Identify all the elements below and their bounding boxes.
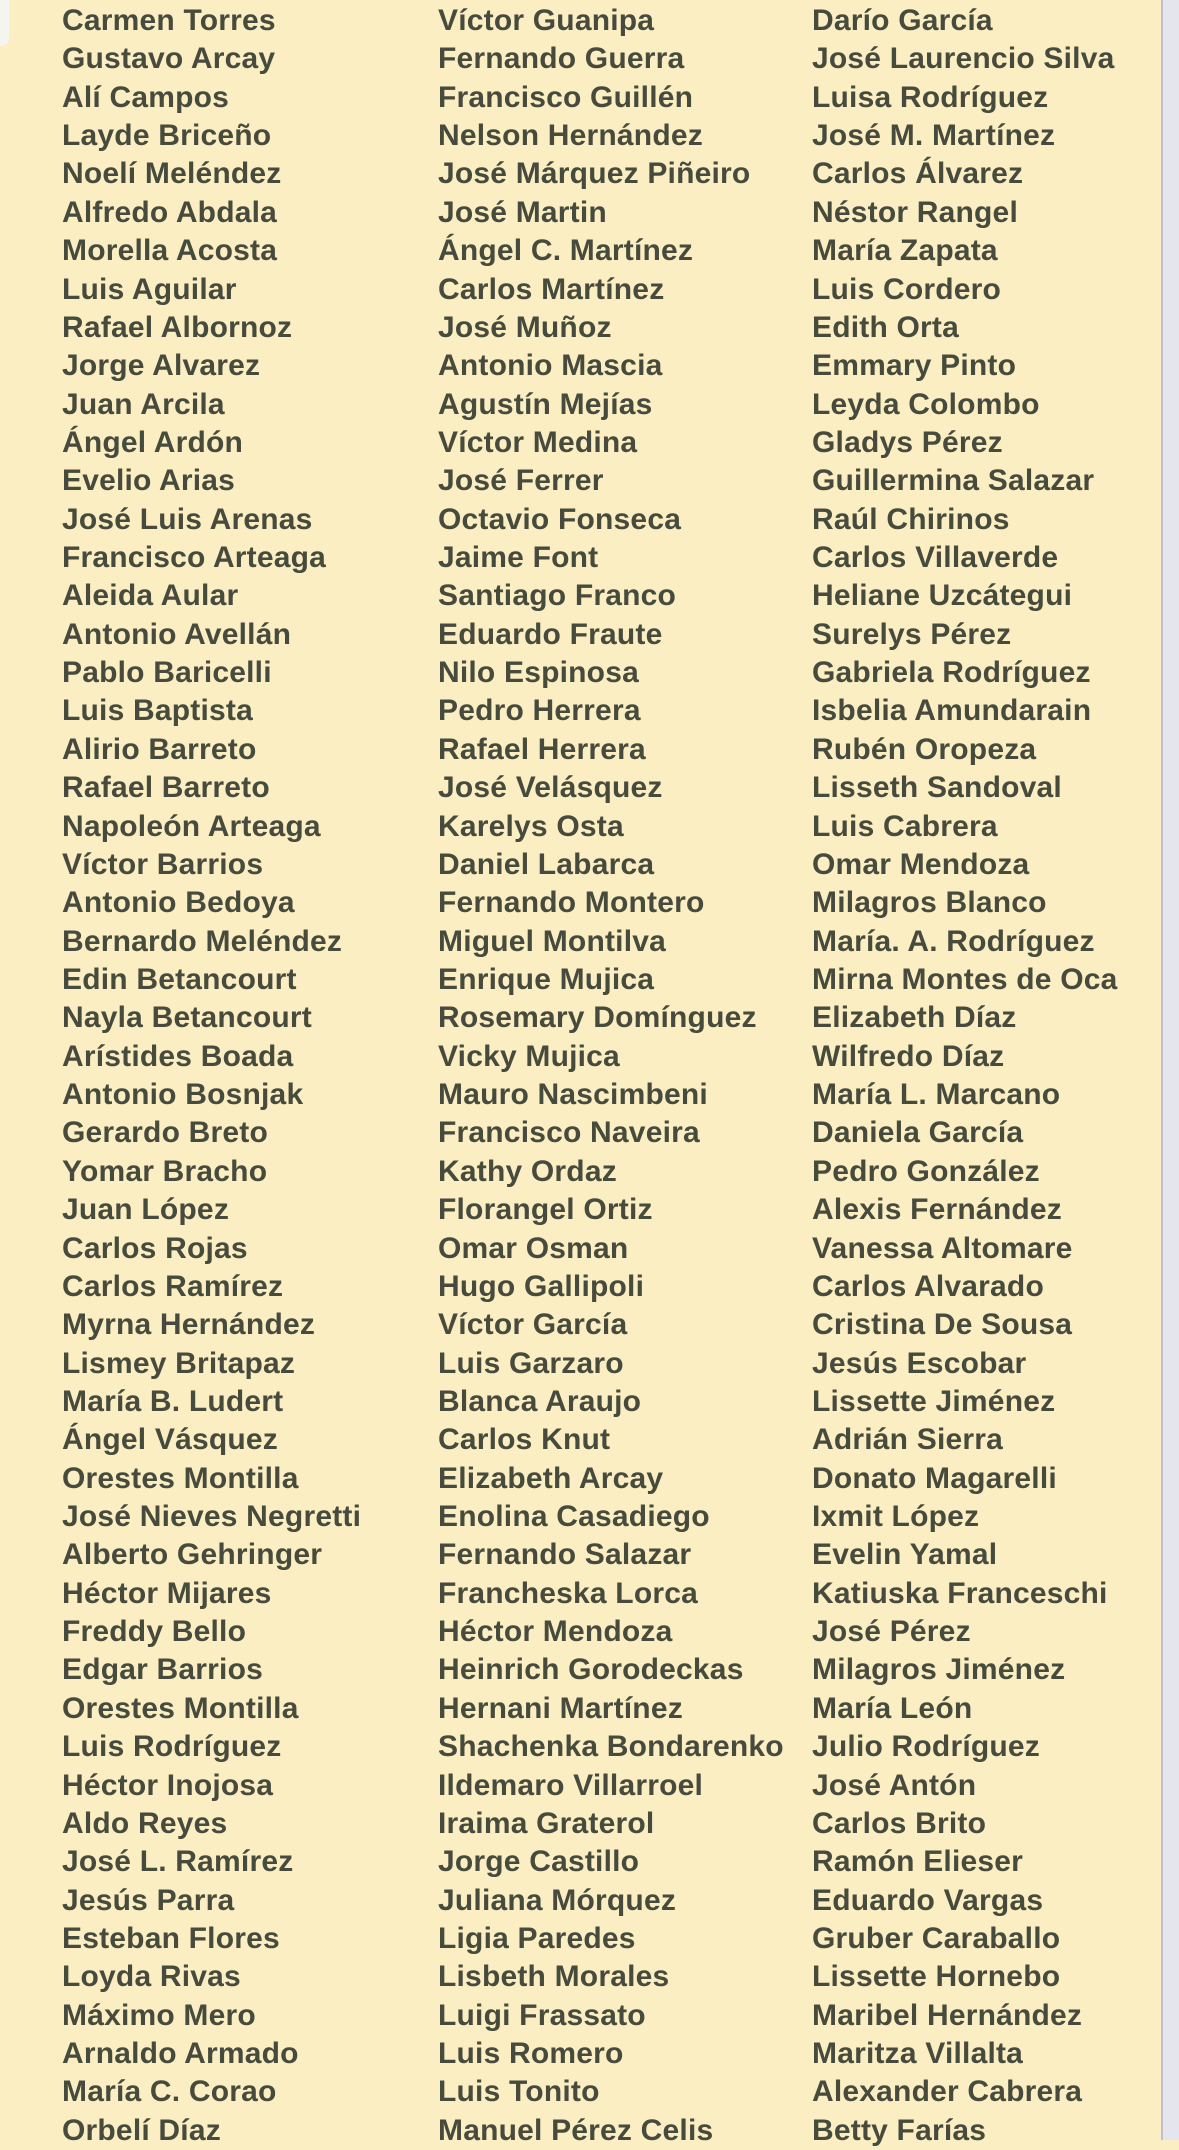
list-item: Julio Rodríguez (812, 1730, 1040, 1764)
list-item: Wilfredo Díaz (812, 1039, 1005, 1073)
list-item: Carlos Álvarez (812, 157, 1024, 191)
list-item: José Márquez Piñeiro (438, 157, 751, 191)
list-item: José L. Ramírez (62, 1845, 294, 1879)
list-item: Enolina Casadiego (438, 1500, 710, 1534)
list-item: Carmen Torres (62, 4, 276, 37)
list-item: Pedro Herrera (438, 694, 641, 728)
list-item: Leyda Colombo (812, 387, 1040, 421)
list-item: María C. Corao (62, 2075, 277, 2109)
list-item: Luis Romero (438, 2037, 624, 2071)
list-item: Katiuska Franceschi (812, 1576, 1108, 1610)
list-item: Pablo Baricelli (62, 656, 272, 690)
list-item: Karelys Osta (438, 809, 624, 843)
list-item: José Nieves Negretti (62, 1500, 362, 1534)
list-item: Luis Rodríguez (62, 1730, 282, 1764)
list-item: María León (812, 1691, 973, 1725)
list-item: Héctor Mendoza (438, 1615, 673, 1649)
list-item: Layde Briceño (62, 119, 272, 153)
list-item: Napoleón Arteaga (62, 809, 321, 843)
list-item: Jesús Escobar (812, 1346, 1027, 1380)
list-item: Eduardo Fraute (438, 617, 663, 651)
list-item: José Luis Arenas (62, 502, 313, 536)
list-item: Morella Acosta (62, 234, 278, 268)
list-item: Gabriela Rodríguez (812, 656, 1091, 690)
list-item: Víctor García (438, 1308, 628, 1342)
list-item: Víctor Medina (438, 425, 638, 459)
list-item: Rafael Barreto (62, 771, 270, 805)
list-item: Esteban Flores (62, 1921, 280, 1955)
list-item: Francisco Naveira (438, 1116, 700, 1150)
list-item: Ixmit López (812, 1500, 980, 1534)
list-item: Myrna Hernández (62, 1308, 316, 1342)
list-item: Luis Tonito (438, 2075, 600, 2109)
list-item: Luisa Rodríguez (812, 80, 1049, 114)
list-item: Carlos Brito (812, 1806, 987, 1840)
list-item: Octavio Fonseca (438, 502, 682, 536)
list-item: José Antón (812, 1768, 977, 1802)
list-item: Eduardo Vargas (812, 1883, 1044, 1917)
list-item: José Laurencio Silva (812, 42, 1115, 76)
list-item: Lissette Hornebo (812, 1960, 1061, 1994)
list-item: Loyda Rivas (62, 1960, 241, 1994)
list-item: Vanessa Altomare (812, 1231, 1073, 1265)
list-item: Milagros Blanco (812, 886, 1047, 920)
list-item: Orbelí Díaz (62, 2113, 221, 2147)
list-item: Evelin Yamal (812, 1538, 998, 1572)
list-item: Shachenka Bondarenko (438, 1730, 784, 1764)
list-item: José Velásquez (438, 771, 663, 805)
list-item: Carlos Ramírez (62, 1269, 284, 1303)
list-item: Daniel Labarca (438, 847, 655, 881)
list-item: Máximo Mero (62, 1998, 256, 2032)
list-item: Fernando Montero (438, 886, 705, 920)
list-item: Enrique Mujica (438, 962, 655, 996)
name-column-1 (62, 2, 361, 2150)
list-item: Emmary Pinto (812, 349, 1017, 383)
list-item: Rosemary Domínguez (438, 1001, 757, 1035)
list-item: Betty Farías (812, 2113, 987, 2147)
list-item: Elizabeth Arcay (438, 1461, 664, 1495)
list-item: Edgar Barrios (62, 1653, 263, 1687)
list-item: Fernando Salazar (438, 1538, 692, 1572)
list-item: Maribel Hernández (812, 1998, 1083, 2032)
list-item: Rafael Albornoz (62, 310, 293, 344)
list-item: Gruber Caraballo (812, 1921, 1061, 1955)
list-item: Francheska Lorca (438, 1576, 698, 1610)
list-item: José M. Martínez (812, 119, 1056, 153)
list-item: Mauro Nascimbeni (438, 1078, 708, 1112)
list-item: Daniela García (812, 1116, 1024, 1150)
list-item: Orestes Montilla (62, 1461, 299, 1495)
list-item: Lissette Jiménez (812, 1384, 1056, 1418)
list-item: Omar Osman (438, 1231, 629, 1265)
list-item: Víctor Barrios (62, 847, 264, 881)
list-item: Orestes Montilla (62, 1691, 299, 1725)
list-item: Lisseth Sandoval (812, 771, 1062, 805)
list-item: Francisco Guillén (438, 80, 694, 114)
list-item: Mirna Montes de Oca (812, 962, 1118, 996)
page-corner-notch (0, 0, 9, 46)
list-item: Heinrich Gorodeckas (438, 1653, 744, 1687)
list-item: Nayla Betancourt (62, 1001, 312, 1035)
list-item: Lismey Britapaz (62, 1346, 296, 1380)
list-item: Yomar Bracho (62, 1154, 268, 1188)
list-item: Antonio Avellán (62, 617, 292, 651)
list-item: Carlos Villaverde (812, 541, 1059, 575)
list-item: Maritza Villalta (812, 2037, 1024, 2071)
list-item: Alberto Gehringer (62, 1538, 323, 1572)
list-item: Carlos Martínez (438, 272, 665, 306)
list-item: Jorge Alvarez (62, 349, 261, 383)
list-item: Cristina De Sousa (812, 1308, 1073, 1342)
list-item: Adrián Sierra (812, 1423, 1004, 1457)
list-item: Surelys Pérez (812, 617, 1012, 651)
name-column-3 (812, 2, 1118, 2150)
name-column-2 (438, 2, 784, 2150)
list-item: Elizabeth Díaz (812, 1001, 1017, 1035)
list-item: Héctor Inojosa (62, 1768, 274, 1802)
list-item: Santiago Franco (438, 579, 677, 613)
list-item: Antonio Bedoya (62, 886, 295, 920)
list-item: Isbelia Amundarain (812, 694, 1092, 728)
list-item: Luis Aguilar (62, 272, 237, 306)
list-item: Hernani Martínez (438, 1691, 683, 1725)
list-item: Antonio Bosnjak (62, 1078, 304, 1112)
list-item: Edin Betancourt (62, 962, 297, 996)
list-item: Francisco Arteaga (62, 541, 327, 575)
list-item: María B. Ludert (62, 1384, 284, 1418)
list-item: Ramón Elieser (812, 1845, 1024, 1879)
list-item: Freddy Bello (62, 1615, 247, 1649)
list-item: Jaime Font (438, 541, 599, 575)
list-item: Kathy Ordaz (438, 1154, 617, 1188)
list-item: Jorge Castillo (438, 1845, 640, 1879)
list-item: Heliane Uzcátegui (812, 579, 1073, 613)
list-item: Antonio Mascia (438, 349, 663, 383)
list-item: Lisbeth Morales (438, 1960, 670, 1994)
list-item: Juan López (62, 1193, 230, 1227)
list-item: Pedro González (812, 1154, 1040, 1188)
list-item: Ligia Paredes (438, 1921, 636, 1955)
list-item: María Zapata (812, 234, 998, 268)
list-item: Ildemaro Villarroel (438, 1768, 704, 1802)
list-item: Jesús Parra (62, 1883, 235, 1917)
list-item: Carlos Knut (438, 1423, 611, 1457)
list-item: José Muñoz (438, 310, 612, 344)
list-item: Florangel Ortiz (438, 1193, 653, 1227)
list-item: Nelson Hernández (438, 119, 703, 153)
list-item: Blanca Araujo (438, 1384, 642, 1418)
list-item: Agustín Mejías (438, 387, 653, 421)
list-item: Rubén Oropeza (812, 732, 1037, 766)
list-item: Aleida Aular (62, 579, 239, 613)
list-item: Bernardo Meléndez (62, 924, 343, 958)
list-item: Luis Baptista (62, 694, 253, 728)
list-item: Ángel Vásquez (62, 1423, 278, 1457)
list-item: Miguel Montilva (438, 924, 666, 958)
list-item: José Ferrer (438, 464, 604, 498)
list-item: Milagros Jiménez (812, 1653, 1066, 1687)
list-item: Luis Garzaro (438, 1346, 624, 1380)
list-item: Darío García (812, 4, 993, 37)
list-item: Evelio Arias (62, 464, 236, 498)
list-item: Alexis Fernández (812, 1193, 1062, 1227)
list-item: José Martin (438, 195, 607, 229)
list-item: Iraima Graterol (438, 1806, 655, 1840)
list-item: María L. Marcano (812, 1078, 1061, 1112)
list-item: Néstor Rangel (812, 195, 1018, 229)
list-item: José Pérez (812, 1615, 971, 1649)
list-item: Alexander Cabrera (812, 2075, 1083, 2109)
list-item: Juliana Mórquez (438, 1883, 677, 1917)
list-item: Luigi Frassato (438, 1998, 646, 2032)
scrollbar-track[interactable] (1161, 0, 1179, 2140)
list-item: Luis Cabrera (812, 809, 998, 843)
list-item: Noelí Meléndez (62, 157, 282, 191)
list-item: Carlos Rojas (62, 1231, 248, 1265)
list-item: María. A. Rodríguez (812, 924, 1095, 958)
list-item: Gustavo Arcay (62, 42, 276, 76)
list-item: Víctor Guanipa (438, 4, 655, 37)
list-item: Ángel C. Martínez (438, 234, 694, 268)
list-item: Alirio Barreto (62, 732, 257, 766)
list-item: Vicky Mujica (438, 1039, 620, 1073)
list-item: Juan Arcila (62, 387, 225, 421)
list-item: Arnaldo Armado (62, 2037, 299, 2071)
list-item: Carlos Alvarado (812, 1269, 1044, 1303)
list-item: Raúl Chirinos (812, 502, 1010, 536)
list-item: Omar Mendoza (812, 847, 1030, 881)
list-item: Gerardo Breto (62, 1116, 268, 1150)
list-item: Manuel Pérez Celis (438, 2113, 714, 2147)
list-item: Gladys Pérez (812, 425, 1003, 459)
list-item: Hugo Gallipoli (438, 1269, 645, 1303)
list-item: Alfredo Abdala (62, 195, 278, 229)
list-item: Rafael Herrera (438, 732, 646, 766)
list-item: Aldo Reyes (62, 1806, 228, 1840)
list-item: Fernando Guerra (438, 42, 685, 76)
list-item: Edith Orta (812, 310, 960, 344)
list-item: Luis Cordero (812, 272, 1002, 306)
list-item: Arístides Boada (62, 1039, 294, 1073)
list-item: Héctor Mijares (62, 1576, 272, 1610)
list-item: Alí Campos (62, 80, 230, 114)
list-item: Donato Magarelli (812, 1461, 1057, 1495)
list-item: Ángel Ardón (62, 425, 244, 459)
list-item: Nilo Espinosa (438, 656, 639, 690)
list-item: Guillermina Salazar (812, 464, 1095, 498)
